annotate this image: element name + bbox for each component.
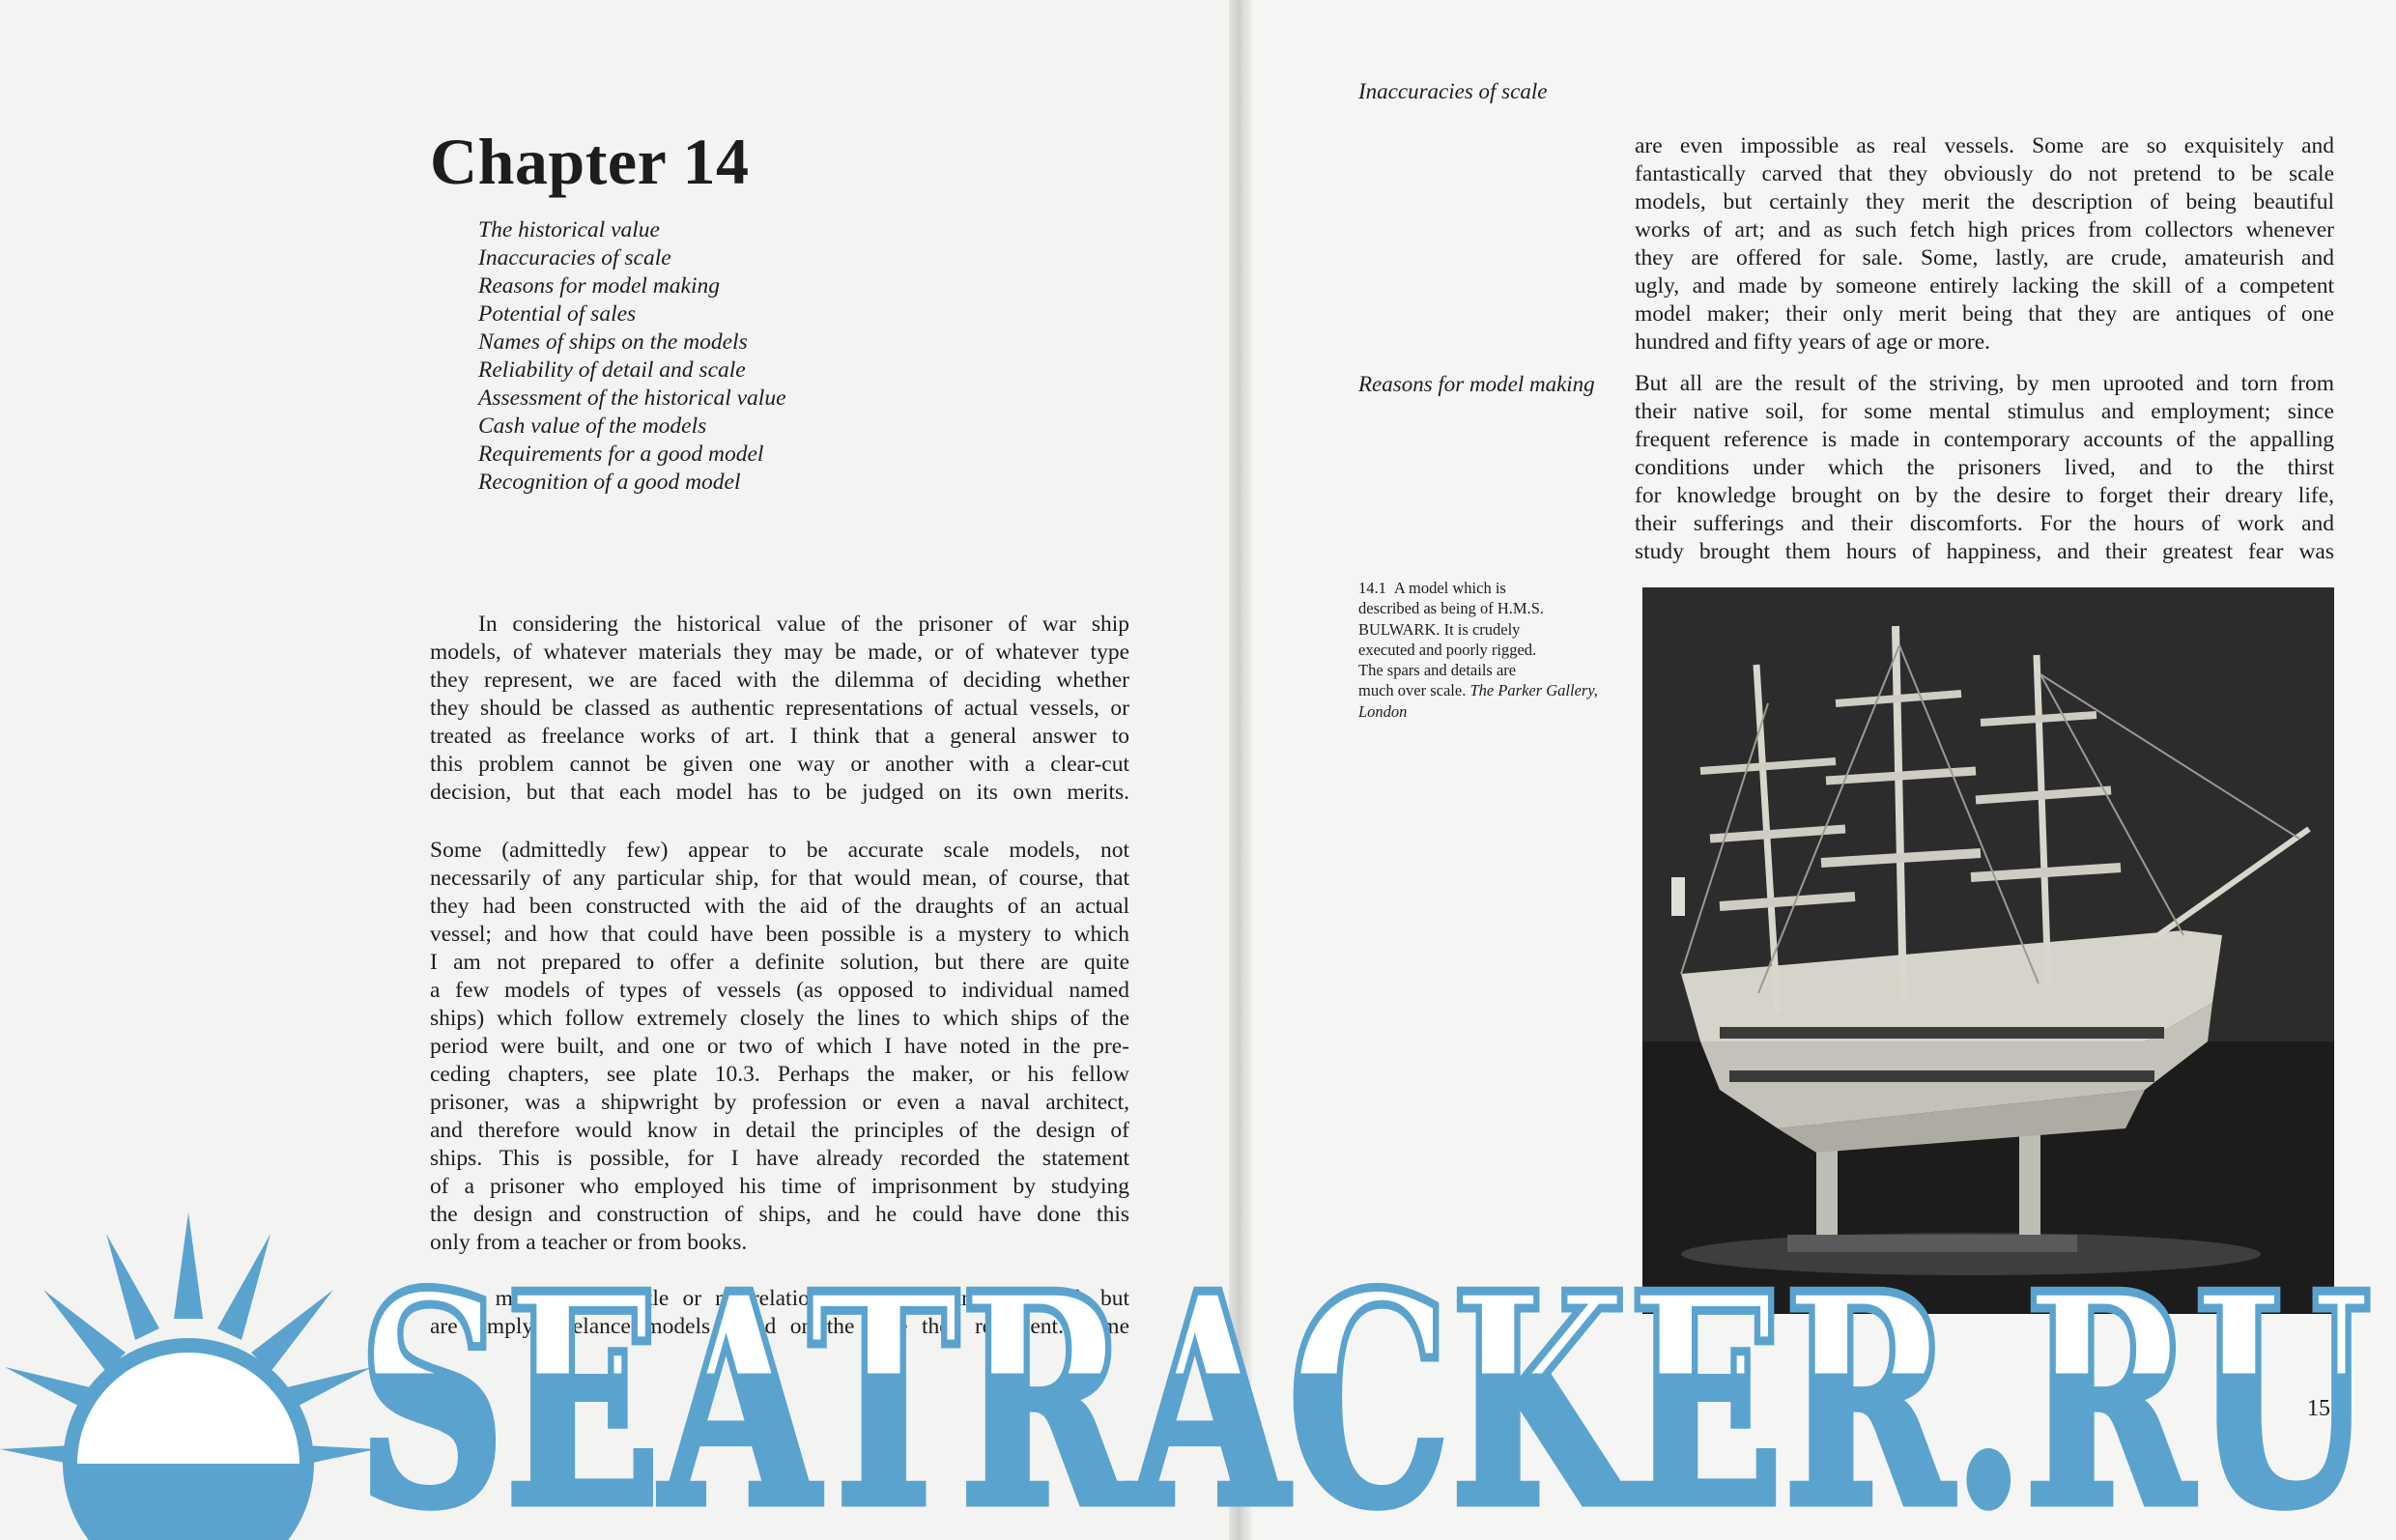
toc-item: Inaccuracies of scale bbox=[478, 245, 671, 271]
toc-item: Potential of sales bbox=[478, 301, 637, 327]
toc-item: Requirements for a good model bbox=[478, 442, 764, 467]
text-line: are simply freelance models based on the type they represent. Some bbox=[430, 1314, 1129, 1339]
paragraph-historical-value bbox=[430, 611, 1129, 807]
text-line: they are offered for sale. Some, lastly, are crude, amateurish and bbox=[1635, 245, 2334, 271]
text-line: fantastically carved that they obviously do not pretend to be scale bbox=[1635, 161, 2334, 186]
ship-model-illustration bbox=[1642, 587, 2334, 1314]
caption-line bbox=[1358, 680, 1610, 722]
text-line: conditions under which the prisoners lived, and to the thirst bbox=[1635, 455, 2334, 480]
caption-line: executed and poorly rigged. bbox=[1358, 640, 1537, 659]
toc-item: Cash value of the models bbox=[478, 414, 707, 439]
text-line: I am not prepared to offer a definite solution, but there are quite bbox=[430, 950, 1129, 975]
figure-number: 14.1 bbox=[1358, 579, 1386, 597]
text-line: ships) which follow extremely closely the lines to which ships of the bbox=[430, 1006, 1129, 1031]
page-number: 151 bbox=[2307, 1396, 2342, 1421]
caption-text: much over scale. bbox=[1358, 681, 1467, 700]
text-line: the design and construction of ships, and he could have done this bbox=[430, 1202, 1129, 1227]
toc-item: Recognition of a good model bbox=[478, 470, 741, 495]
text-line: model maker; their only merit being that they are antiques of one bbox=[1635, 301, 2334, 327]
watermark-text: SEATRACKER.RU bbox=[357, 1256, 2372, 1526]
paragraph-reasons bbox=[1635, 370, 2334, 566]
caption-line: The spars and details are bbox=[1358, 661, 1517, 680]
text-line: necessarily of any particular ship, for that would mean, of course, that bbox=[430, 866, 1129, 891]
caption-line: described as being of H.M.S. bbox=[1358, 599, 1545, 618]
text-line: of a prisoner who employed his time of imprisonment by studying bbox=[430, 1174, 1129, 1199]
text-line: frequent reference is made in contemporary accounts of the appalling bbox=[1635, 427, 2334, 452]
text-line: period were built, and one or two of which I have noted in the pre- bbox=[430, 1034, 1129, 1059]
sun-logo-icon bbox=[0, 1174, 377, 1540]
text-line: vessel; and how that could have been possible is a mystery to which bbox=[430, 922, 1129, 947]
text-line: ugly, and made by someone entirely lacking the skill of a competent bbox=[1635, 273, 2334, 299]
text-line: models, of whatever materials they may be made, or of whatever type bbox=[430, 640, 1129, 665]
text-line: prisoner, was a shipwright by profession or even a naval architect, bbox=[430, 1090, 1129, 1115]
caption-text: A model which is bbox=[1393, 579, 1506, 597]
chapter-contents bbox=[478, 216, 786, 497]
text-line: a few models of types of vessels (as opposed to individual named bbox=[430, 978, 1129, 1003]
toc-item: Assessment of the historical value bbox=[478, 385, 786, 411]
text-line: they should be classed as authentic representations of actual vessels, or bbox=[430, 696, 1129, 721]
paragraph-scale-models bbox=[430, 837, 1129, 1257]
text-line: and therefore would know in detail the principles of the design of bbox=[430, 1118, 1129, 1143]
text-line: for knowledge brought on by the desire to forget their dreary life, bbox=[1635, 483, 2334, 508]
text-line: are even impossible as real vessels. Some are so exquisitely and bbox=[1635, 133, 2334, 158]
text-line: In considering the historical value of the prisoner of war ship bbox=[478, 612, 1129, 637]
caption-line: BULWARK. It is crudely bbox=[1358, 619, 1521, 639]
toc-item: Names of ships on the models bbox=[478, 329, 748, 355]
text-line: decision, but that each model has to be judged on its own merits. bbox=[430, 780, 1129, 805]
text-line: they had been constructed with the aid of the draughts of an actual bbox=[430, 894, 1129, 919]
text-line: ships. This is possible, for I have already recorded the statement bbox=[430, 1146, 1129, 1171]
text-line: works of art; and as such fetch high prices from collectors whenever bbox=[1635, 217, 2334, 242]
toc-item: Reasons for model making bbox=[478, 273, 720, 299]
text-line: only from a teacher or from books. bbox=[430, 1230, 748, 1255]
figure-caption bbox=[1358, 578, 1610, 722]
text-line: Other models bear little or no relationship to any known vessel, but bbox=[430, 1286, 1129, 1311]
margin-heading: Reasons for model making bbox=[1358, 372, 1595, 396]
toc-item: Reliability of detail and scale bbox=[478, 357, 746, 383]
running-head: Inaccuracies of scale bbox=[1358, 79, 1548, 103]
text-line: study brought them hours of happiness, and their greatest fear was bbox=[1635, 539, 2334, 564]
text-line: treated as freelance works of art. I think that a general answer to bbox=[430, 724, 1129, 749]
ship-model-photo bbox=[1642, 587, 2334, 1314]
chapter-title: Chapter 14 bbox=[430, 125, 750, 198]
text-line: their native soil, for some mental stimulus and employment; since bbox=[1635, 399, 2334, 424]
caption-line bbox=[1358, 578, 1610, 598]
toc-item: The historical value bbox=[478, 217, 660, 242]
paragraph-impossible-vessels bbox=[1635, 132, 2334, 356]
text-line: ceding chapters, see plate 10.3. Perhaps the maker, or his fellow bbox=[430, 1062, 1129, 1087]
text-line: But all are the result of the striving, by men uprooted and torn from bbox=[1635, 371, 2334, 396]
text-line: models, but certainly they merit the description of being beautiful bbox=[1635, 189, 2334, 214]
text-line: they represent, we are faced with the dilemma of deciding whether bbox=[430, 668, 1129, 693]
text-line: their sufferings and their discomforts. For the hours of work and bbox=[1635, 511, 2334, 536]
text-line: this problem cannot be given one way or another with a clear-cut bbox=[430, 752, 1129, 777]
text-line: hundred and fifty years of age or more. bbox=[1635, 329, 1991, 355]
watermark bbox=[357, 1256, 2386, 1526]
text-line: Some (admittedly few) appear to be accurate scale models, not bbox=[430, 838, 1129, 863]
photo-credit: The Parker Gallery, London bbox=[1358, 681, 1598, 721]
